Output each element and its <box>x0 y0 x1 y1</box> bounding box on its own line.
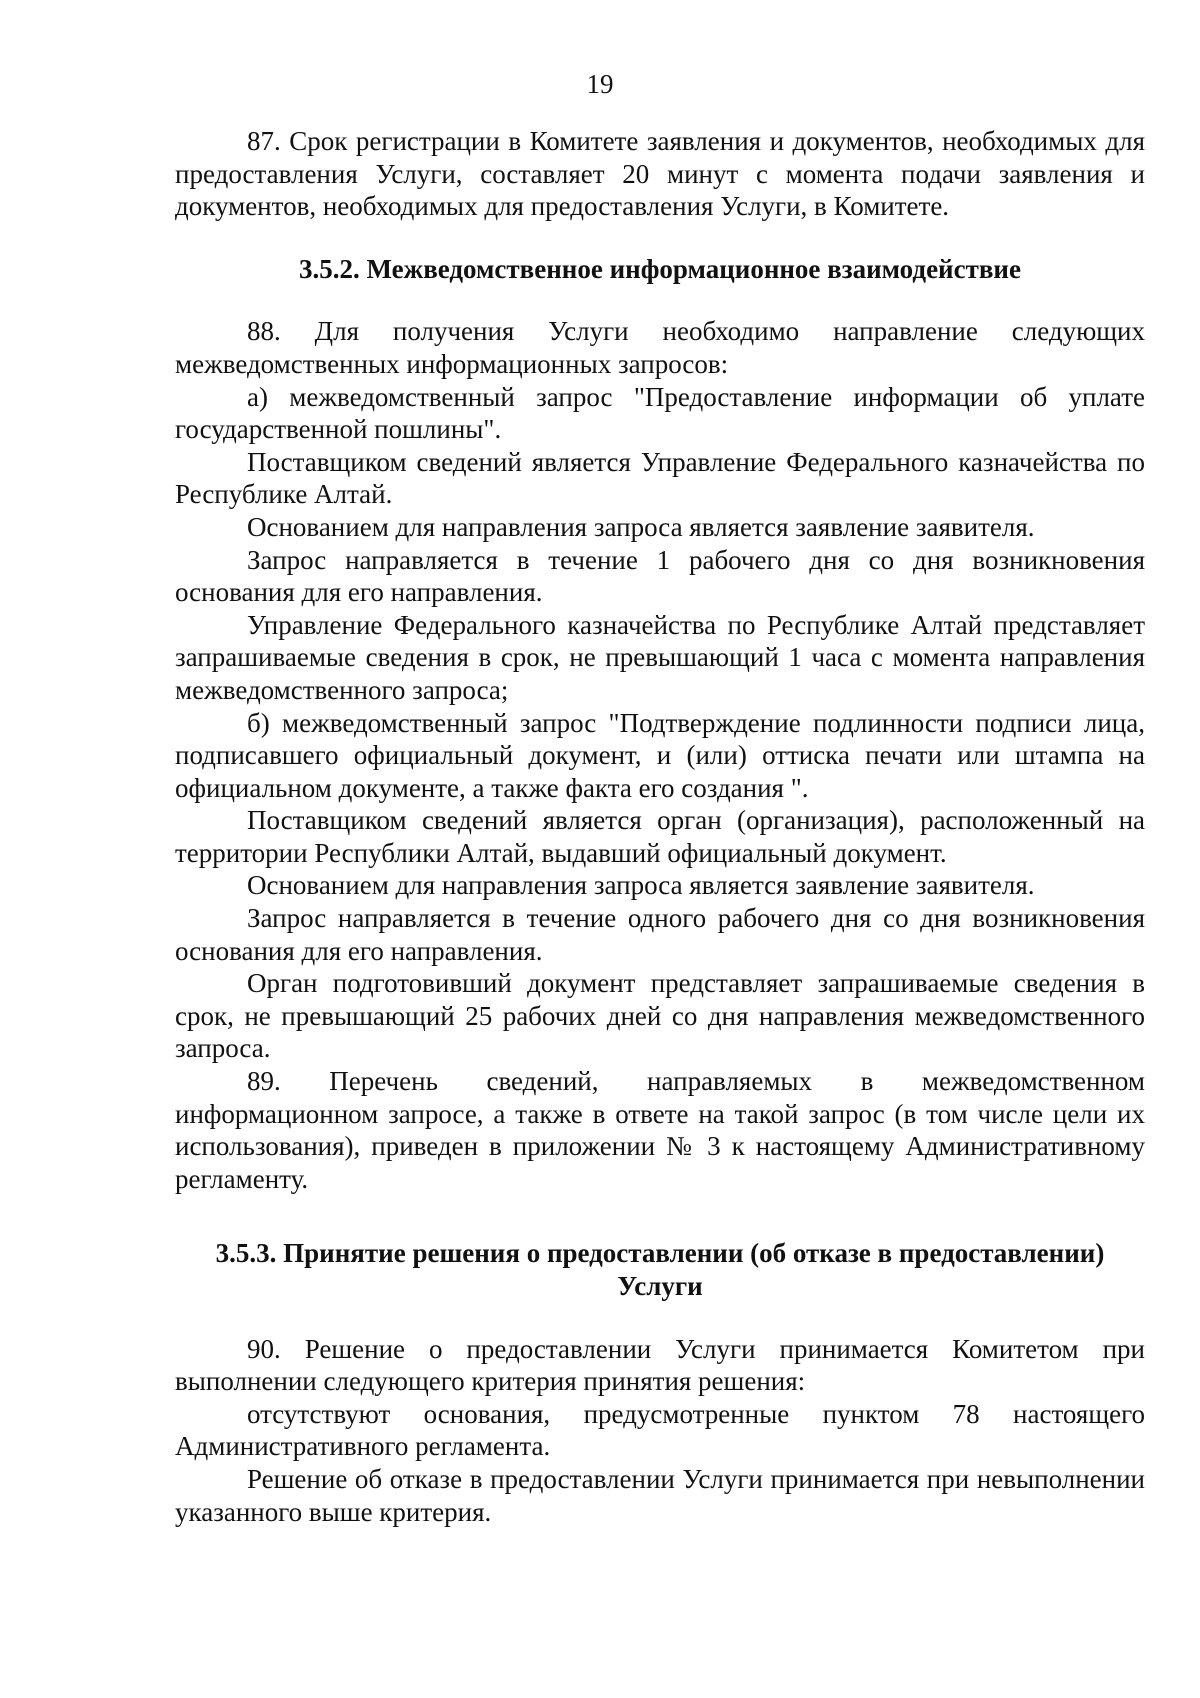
paragraph-refusal: Решение об отказе в предоставлении Услуги принимается при невыполнении указанного выше критерия. <box>175 1463 1145 1527</box>
paragraph-basis-1: Основанием для направления запроса является заявление заявителя. <box>247 511 1035 542</box>
section-heading-3-5-2: 3.5.2. Межведомственное информационное взаимодействие <box>299 253 1021 284</box>
paragraph-criterion: отсутствуют основания, предусмотренные пунктом 78 настоящего Административного регламента. <box>175 1398 1145 1462</box>
paragraph-89: 89. Перечень сведений, направляемых в межведомственном информационном запросе, а также в ответе на такой запрос (в том числе цели их использования), приведен в приложении № 3 к настоящему Административному регламенту. <box>175 1066 1145 1194</box>
paragraph-term-2: Запрос направляется в течение одного рабочего дня со дня возникновения основания для его направления. <box>175 903 1145 966</box>
paragraph-basis-2: Основанием для направления запроса является заявление заявителя. <box>247 870 1035 901</box>
paragraph-supplier-2: Поставщиком сведений является орган (организация), расположенный на территории Республики Алтай, выдавший официальный документ. <box>175 805 1145 868</box>
paragraph-87: 87. Срок регистрации в Комитете заявления и документов, необходимых для предоставления Услуги, составляет 20 минут с момента подачи заявления и документов, необходимых для предоставления Услуги, в Комитете. <box>175 126 1145 222</box>
page-number: 19 <box>586 69 614 99</box>
paragraph-response-2: Орган подготовивший документ представляет запрашиваемые сведения в срок, не превышающий 25 рабочих дней со дня направления межведомственного запроса. <box>175 968 1145 1064</box>
paragraph-supplier-1: Поставщиком сведений является Управление Федерального казначейства по Республике Алтай. <box>175 446 1145 510</box>
paragraph-88: 88. Для получения Услуги необходимо направление следующих межведомственных информационных запросов: <box>175 316 1145 379</box>
paragraph-88-a: а) межведомственный запрос "Предоставление информации об уплате государственной пошлины". <box>175 381 1145 445</box>
document-body <box>175 125 1145 1528</box>
paragraph-response-1: Управление Федерального казначейства по Республике Алтай представляет запрашиваемые сведения в срок, не превышающий 1 часа с момента направления межведомственного запроса; <box>175 609 1145 705</box>
paragraph-88-b: б) межведомственный запрос "Подтверждение подлинности подписи лица, подписавшего официальный документ, и (или) оттиска печати или штампа на официальном документе, а также факта его создания ". <box>175 707 1145 803</box>
paragraph-90: 90. Решение о предоставлении Услуги принимается Комитетом при выполнении следующего критерия принятия решения: <box>175 1333 1145 1397</box>
paragraph-term-1: Запрос направляется в течение 1 рабочего дня со дня возникновения основания для его направления. <box>175 544 1145 608</box>
section-heading-3-5-3: 3.5.3. Принятие решения о предоставлении (об отказе в предоставлении) Услуги <box>215 1238 1105 1301</box>
